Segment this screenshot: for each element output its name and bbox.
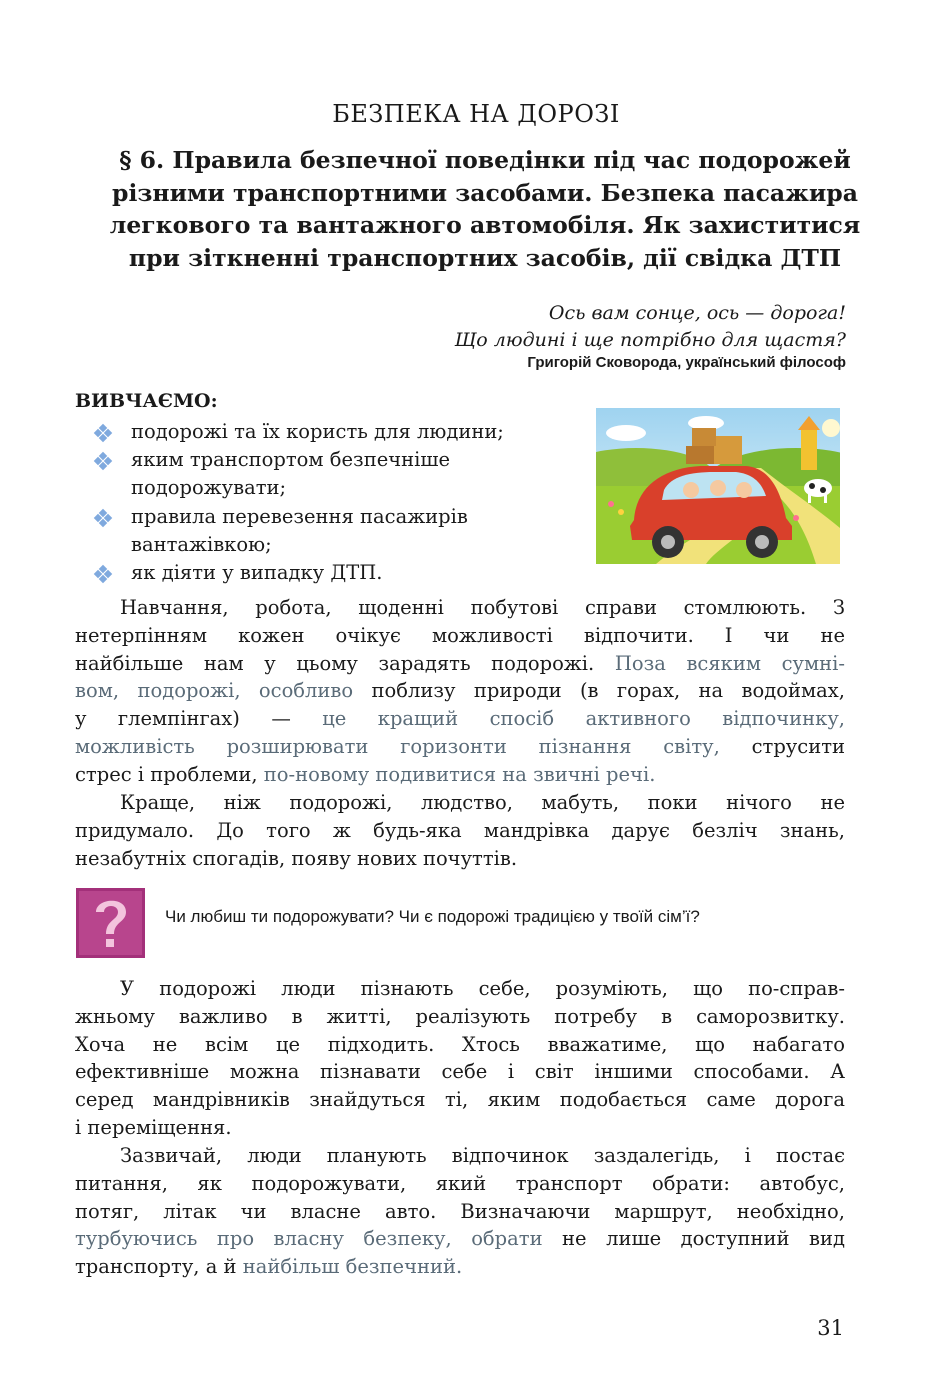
diamond-bullet-icon (95, 453, 111, 469)
text-line: і переміщення. (75, 1115, 232, 1139)
text-line: ефективніше можна пізнавати себе і світ іншими способами. А (75, 1060, 845, 1084)
text-line: серед мандрівників знайдуться ті, яким подобається саме дорога (75, 1088, 845, 1112)
question-mark-icon (76, 888, 145, 958)
learn-item-text: подорожі та їх користь для людини; (131, 420, 504, 443)
epigraph-author: Григорій Сковорода, український філософ (527, 354, 846, 371)
text-span: у глемпінгах) — (75, 707, 323, 731)
text-span: струсити (719, 734, 845, 758)
discussion-question: Чи любиш ти подорожувати? Чи є подорожі традицією у твоїй сім’ї? (165, 907, 700, 926)
epigraph (455, 300, 846, 354)
text-line: У подорожі люди пізнають себе, розуміють, що по-справ- (120, 977, 845, 1000)
paragraph (75, 594, 845, 789)
text-line (75, 1253, 845, 1281)
text-line: придумало. До того ж будь-яка мандрівка дарує безліч знань, (75, 818, 845, 842)
learn-item-text: яким транспортом безпечніше (131, 448, 451, 472)
text-line: Навчання, робота, щоденні побутові справи стомлюють. З (120, 596, 845, 619)
epigraph-line: Що людині і ще потрібно для щастя? (454, 329, 846, 351)
diamond-bullet-icon (95, 566, 111, 582)
learn-title: ВИВЧАЄМО: (75, 390, 218, 412)
heading-line: різними транспортними засобами. Безпека пасажира (112, 178, 858, 207)
heading-line: легкового та вантажного автомобіля. Як захиститися (109, 211, 861, 239)
text-line (75, 761, 845, 789)
learn-item (95, 503, 585, 559)
heading-line: § 6. Правила безпечної поведінки під час подорожей (119, 146, 851, 174)
highlight-span: турбуючись про власну безпеку, обрати (75, 1227, 543, 1251)
family-car-illustration (596, 408, 840, 564)
text-line: потяг, літак чи власне авто. Визначаючи маршрут, необхідно, (75, 1199, 845, 1223)
highlight-span: це кращий спосіб активного відпочинку, (322, 707, 845, 731)
learn-item (95, 418, 585, 446)
diamond-bullet-icon (95, 510, 111, 526)
learn-item-text: подорожувати; (131, 476, 287, 500)
text-span: стрес і проблеми, (75, 762, 264, 786)
text-line: Краще, ніж подорожі, людство, мабуть, поки нічого не (120, 791, 845, 814)
text-line (75, 677, 845, 705)
learn-item (95, 446, 585, 502)
text-line: жньому важливо в житті, реалізують потребу в саморозвитку. (75, 1004, 845, 1028)
text-span: не лише доступний вид (542, 1227, 845, 1251)
text-line: Зазвичай, люди планують відпочинок заздалегідь, і постає (120, 1144, 845, 1167)
highlight-span: по-новому подивитися на звичні речі. (263, 762, 656, 786)
learn-item (95, 559, 585, 587)
text-line: Хоча не всім це підходить. Хтось вважатиме, що набагато (75, 1032, 845, 1056)
text-line (75, 650, 845, 678)
section-title: БЕЗПЕКА НА ДОРОЗІ (332, 100, 620, 128)
text-line: нетерпінням кожен очікує можливості відпочити. І чи не (75, 623, 845, 647)
text-line (75, 705, 845, 733)
learn-list (95, 418, 585, 587)
epigraph-line: Ось вам сонце, ось — дорога! (548, 302, 846, 324)
lesson-heading (70, 144, 900, 274)
text-line: питання, як подорожувати, який транспорт обрати: автобус, (75, 1171, 845, 1195)
highlight-span: найбільш безпечний. (242, 1255, 463, 1279)
paragraph (75, 789, 845, 872)
text-line (75, 1225, 845, 1253)
text-span: поблизу природи (в горах, на водоймах, (371, 679, 845, 703)
text-span: транспорту, а й (75, 1255, 243, 1279)
learn-item-text: як діяти у випадку ДТП. (131, 561, 383, 585)
highlight-span: можливість розширювати горизонти пізнання світу, (75, 734, 720, 758)
diamond-bullet-icon (95, 425, 111, 441)
text-line: незабутніх спогадів, появу нових почуттів. (75, 846, 518, 870)
paragraph (75, 975, 845, 1142)
learn-item-text: правила перевезення пасажирів (131, 504, 468, 528)
text-line (75, 733, 845, 761)
paragraph (75, 1142, 845, 1281)
highlight-span: Поза всяким сумні- (614, 651, 845, 675)
page-number: 31 (817, 1316, 844, 1340)
heading-line: при зіткненні транспортних засобів, дії свідка ДТП (128, 243, 842, 272)
learn-item-text: вантажівкою; (131, 532, 272, 556)
highlight-span: вом, подорожі, особливо (75, 679, 372, 703)
text-span: найбільше нам у цьому зарадять подорожі. (75, 651, 615, 675)
